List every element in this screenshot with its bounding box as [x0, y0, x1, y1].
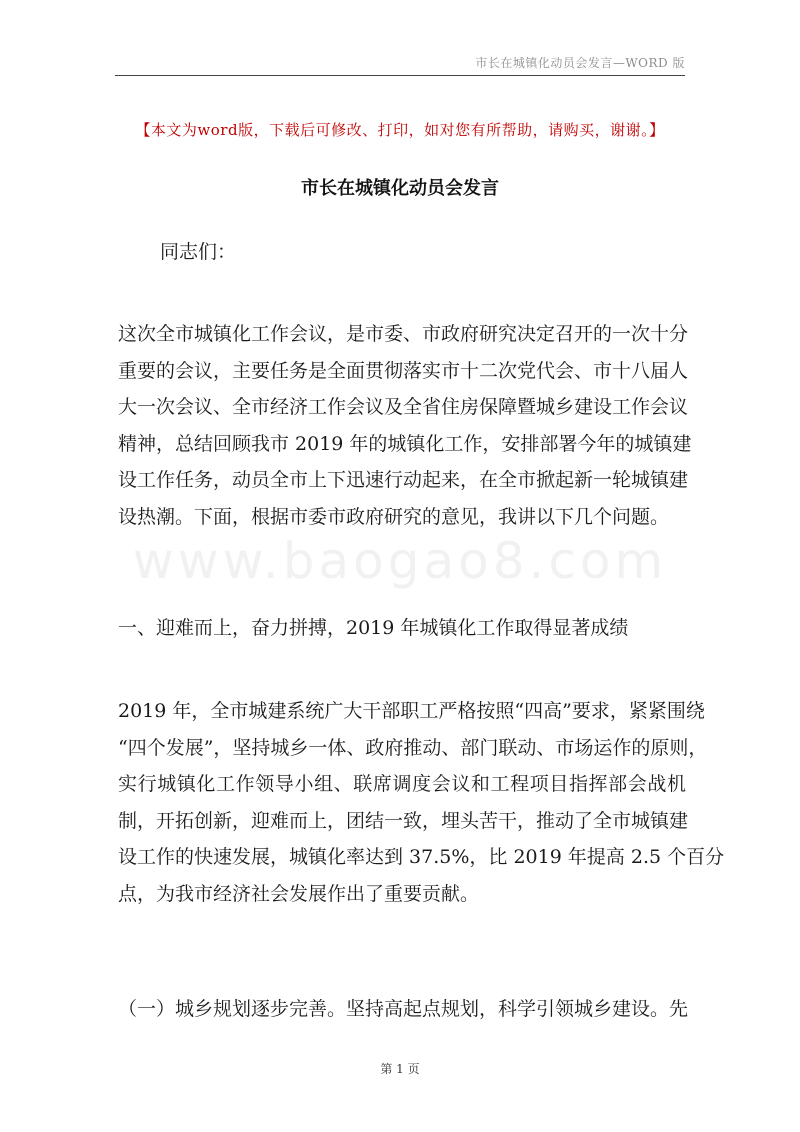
paragraph-line: 2019 年，全市城建系统广大干部职工严格按照“四高”要求，紧紧围绕 — [118, 700, 705, 722]
paragraph-line: 这次全市城镇化工作会议，是市委、市政府研究决定召开的一次十分 — [118, 323, 689, 345]
salutation: 同志们： — [160, 241, 237, 263]
running-header: 市长在城镇化动员会发言—WORD 版 — [475, 56, 685, 70]
paragraph-achievements — [118, 693, 725, 912]
paragraph-line: 大一次会议、全市经济工作会议及全省住房保障暨城乡建设工作会议 — [118, 396, 689, 418]
paragraph-line: 设工作任务，动员全市上下迅速行动起来，在全市掀起新一轮城镇建 — [118, 469, 689, 491]
subsection-heading-text: （一）城乡规划逐步完善。坚持高起点规划，科学引领城乡建设。先 — [118, 998, 689, 1020]
paragraph-line: “四个发展”，坚持城乡一体、政府推动、部门联动、市场运作的原则， — [118, 736, 708, 759]
paragraph-line: 点，为我市经济社会发展作出了重要贡献。 — [118, 882, 480, 905]
header-divider — [115, 75, 685, 76]
download-notice: 【本文为word版，下载后可修改、打印，如对您有所帮助，请购买，谢谢。】 — [135, 121, 665, 139]
paragraph-line: 设工作的快速发展，城镇化率达到 37.5%，比 2019 年提高 2.5 个百分 — [118, 846, 725, 868]
paragraph-line: 重要的会议，主要任务是全面贯彻落实市十二次党代会、市十八届人 — [118, 359, 689, 382]
section-heading-text: 一、迎难而上，奋力拼搏，2019 年城镇化工作取得显著成绩 — [118, 617, 629, 639]
subsection-heading — [118, 991, 689, 1028]
paragraph-line: 精神，总结回顾我市 2019 年的城镇化工作，安排部署今年的城镇建 — [118, 432, 692, 455]
watermark: www.baogao8.com — [132, 532, 668, 590]
document-title: 市长在城镇化动员会发言 — [301, 178, 499, 199]
paragraph-intro — [118, 316, 692, 535]
section-heading — [118, 610, 686, 647]
paragraph-line: 实行城镇化工作领导小组、联席调度会议和工程项目指挥部会战机 — [118, 773, 686, 795]
page-number: 第 1 页 — [380, 1062, 420, 1076]
paragraph-line: 设热潮。下面，根据市委市政府研究的意见，我讲以下几个问题。 — [118, 505, 670, 528]
paragraph-line: 制，开拓创新，迎难而上，团结一致，埋头苦干，推动了全市城镇建 — [118, 809, 689, 832]
